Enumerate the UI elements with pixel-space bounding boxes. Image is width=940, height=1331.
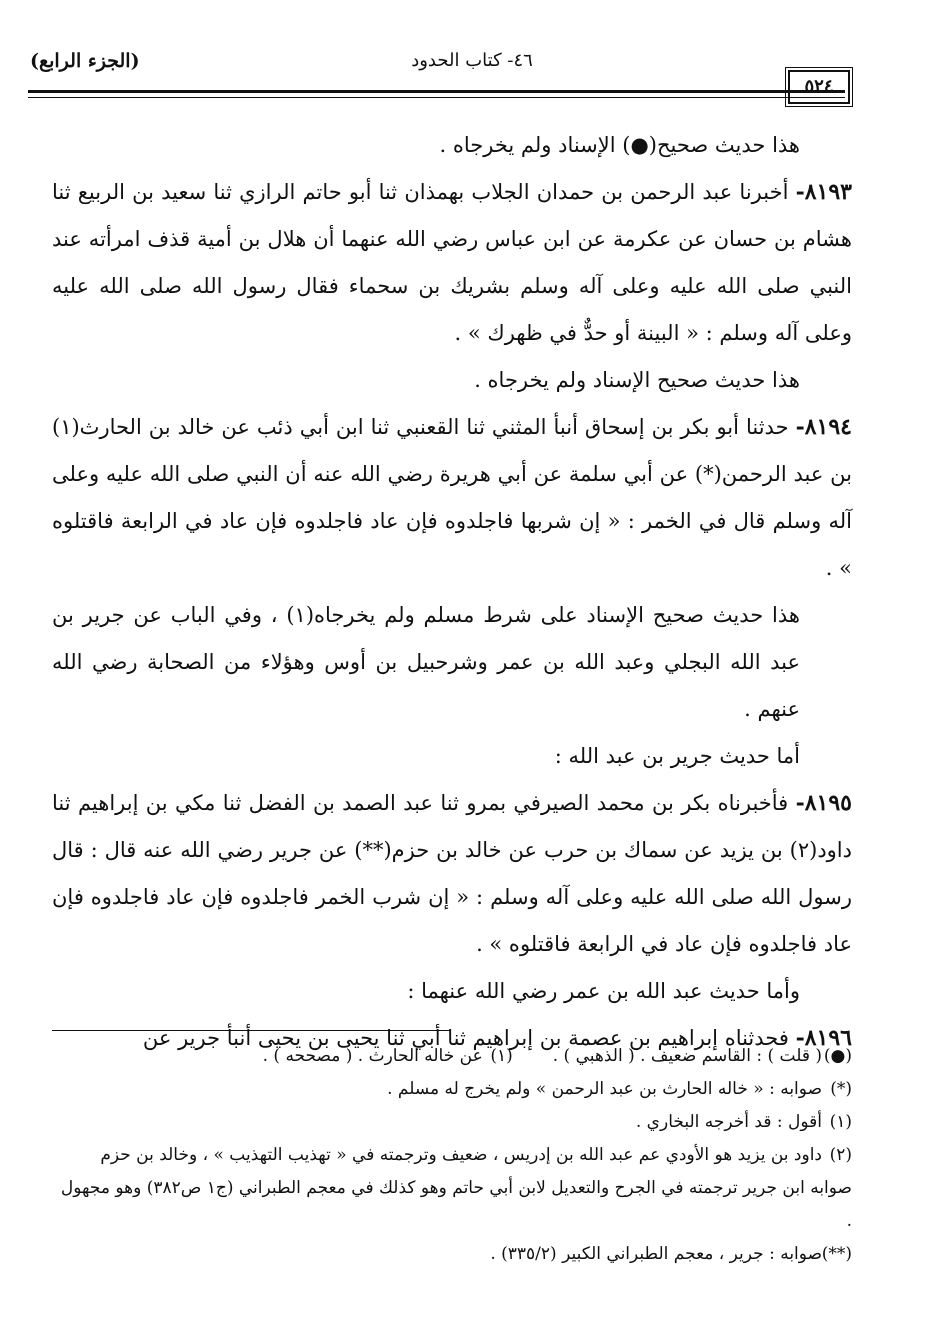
footnote: (١)أقول : قد أخرجه البخاري . bbox=[635, 1112, 852, 1132]
paragraph: أما حديث جرير بن عبد الله : bbox=[554, 744, 800, 768]
hadith-number: ٨١٩٣- bbox=[795, 179, 852, 205]
footnote: (*)صوابه : « خاله الحارث بن عبد الرحمن » ولم يخرج له مسلم . bbox=[387, 1079, 852, 1099]
footnote: (١)عن خاله الحارث . ( مصححه ) . bbox=[262, 1046, 513, 1066]
hadith-paragraph: ٨١٩٥- فأخبرناه بكر بن محمد الصيرفي بمرو ثنا عبد الصمد بن الفضل ثنا مكي بن إبراهيم ثنا داود(٢) بن يزيد عن سماك بن حرب عن خالد بن حزم(**) عن جرير رضي الله عنه قال : قال رسول الله صلى الله عليه وعلى آله وسلم : « إن شرب الخمر فاجلدوه فإن عاد فاجلدوه فإن عاد فاجلدوه فإن عاد في الرابعة فاقتلوه » . bbox=[52, 790, 852, 956]
footnote-separator bbox=[52, 1030, 450, 1031]
main-text bbox=[52, 122, 852, 1062]
footnotes bbox=[55, 1040, 852, 1271]
paragraph: هذا حديث صحيح الإسناد ولم يخرجاه . bbox=[474, 368, 800, 392]
hadith-number: ٨١٩٦- bbox=[795, 1025, 852, 1051]
paragraph: هذا حديث صحيح الإسناد على شرط مسلم ولم يخرجاه(١) ، وفي الباب عن جرير بن عبد الله البجلي وعبد الله بن عمر وشرحبيل بن أوس وهؤلاء من الصحابة رضي الله عنهم . bbox=[52, 603, 800, 721]
footnote: (**)صوابه : جرير ، معجم الطبراني الكبير (٣٣٥/٢) . bbox=[490, 1244, 852, 1264]
paragraph: هذا حديث صحيح(●) الإسناد ولم يخرجاه . bbox=[439, 133, 800, 157]
page-header bbox=[22, 40, 922, 84]
footnote: (●)( قلت ) : القاسم ضعيف . ( الذهبي ) . bbox=[552, 1046, 852, 1066]
hadith-number: ٨١٩٥- bbox=[795, 790, 852, 816]
footnote: (٢)داود بن يزيد هو الأودي عم عبد الله بن إدريس ، ضعيف وترجمته في « تهذيب التهذيب » ، وخالد بن حزم صوابه ابن جرير ترجمته في الجرح والتعديل لابن أبي حاتم وهو كذلك في معجم الطبراني (ج١ ص٣٨٢) وهو مجهول . bbox=[60, 1145, 852, 1231]
book-title: ٤٦- كتاب الحدود bbox=[411, 50, 533, 71]
header-rule bbox=[28, 90, 845, 93]
hadith-paragraph: ٨١٩٤- حدثنا أبو بكر بن إسحاق أنبأ المثني ثنا القعنبي ثنا ابن أبي ذئب عن خالد بن الحارث(١) بن عبد الرحمن(*) عن أبي سلمة عن أبي هريرة رضي الله عنه أن النبي صلى الله عليه وعلى آله وسلم قال في الخمر : « إن شربها فاجلدوه فإن عاد فاجلدوه فإن عاد في الرابعة فاقتلوه » . bbox=[52, 414, 852, 580]
volume-label: (الجزء الرابع) bbox=[30, 50, 140, 72]
footnote-row bbox=[55, 1040, 852, 1073]
page-number: ٥٢٤ bbox=[788, 70, 850, 104]
paragraph: وأما حديث عبد الله بن عمر رضي الله عنهما : bbox=[407, 979, 800, 1003]
hadith-paragraph: ٨١٩٦- فحدثناه إبراهيم بن عصمة بن إبراهيم ثنا أبي ثنا يحيى بن يحيى أنبأ جرير عن bbox=[142, 1025, 852, 1051]
hadith-paragraph: ٨١٩٣- أخبرنا عبد الرحمن بن حمدان الجلاب بهمذان ثنا أبو حاتم الرازي ثنا سعيد بن الربيع ثنا هشام بن حسان عن عكرمة عن ابن عباس رضي الله عنهما أن هلال بن أمية قذف امرأته عند النبي صلى الله عليه وعلى آله وسلم بشريك بن سحماء فقال رسول الله صلى الله عليه وعلى آله وسلم : « البينة أو حدٌّ في ظهرك » . bbox=[52, 179, 852, 345]
header-rule-thin bbox=[28, 97, 845, 98]
hadith-number: ٨١٩٤- bbox=[795, 414, 852, 440]
